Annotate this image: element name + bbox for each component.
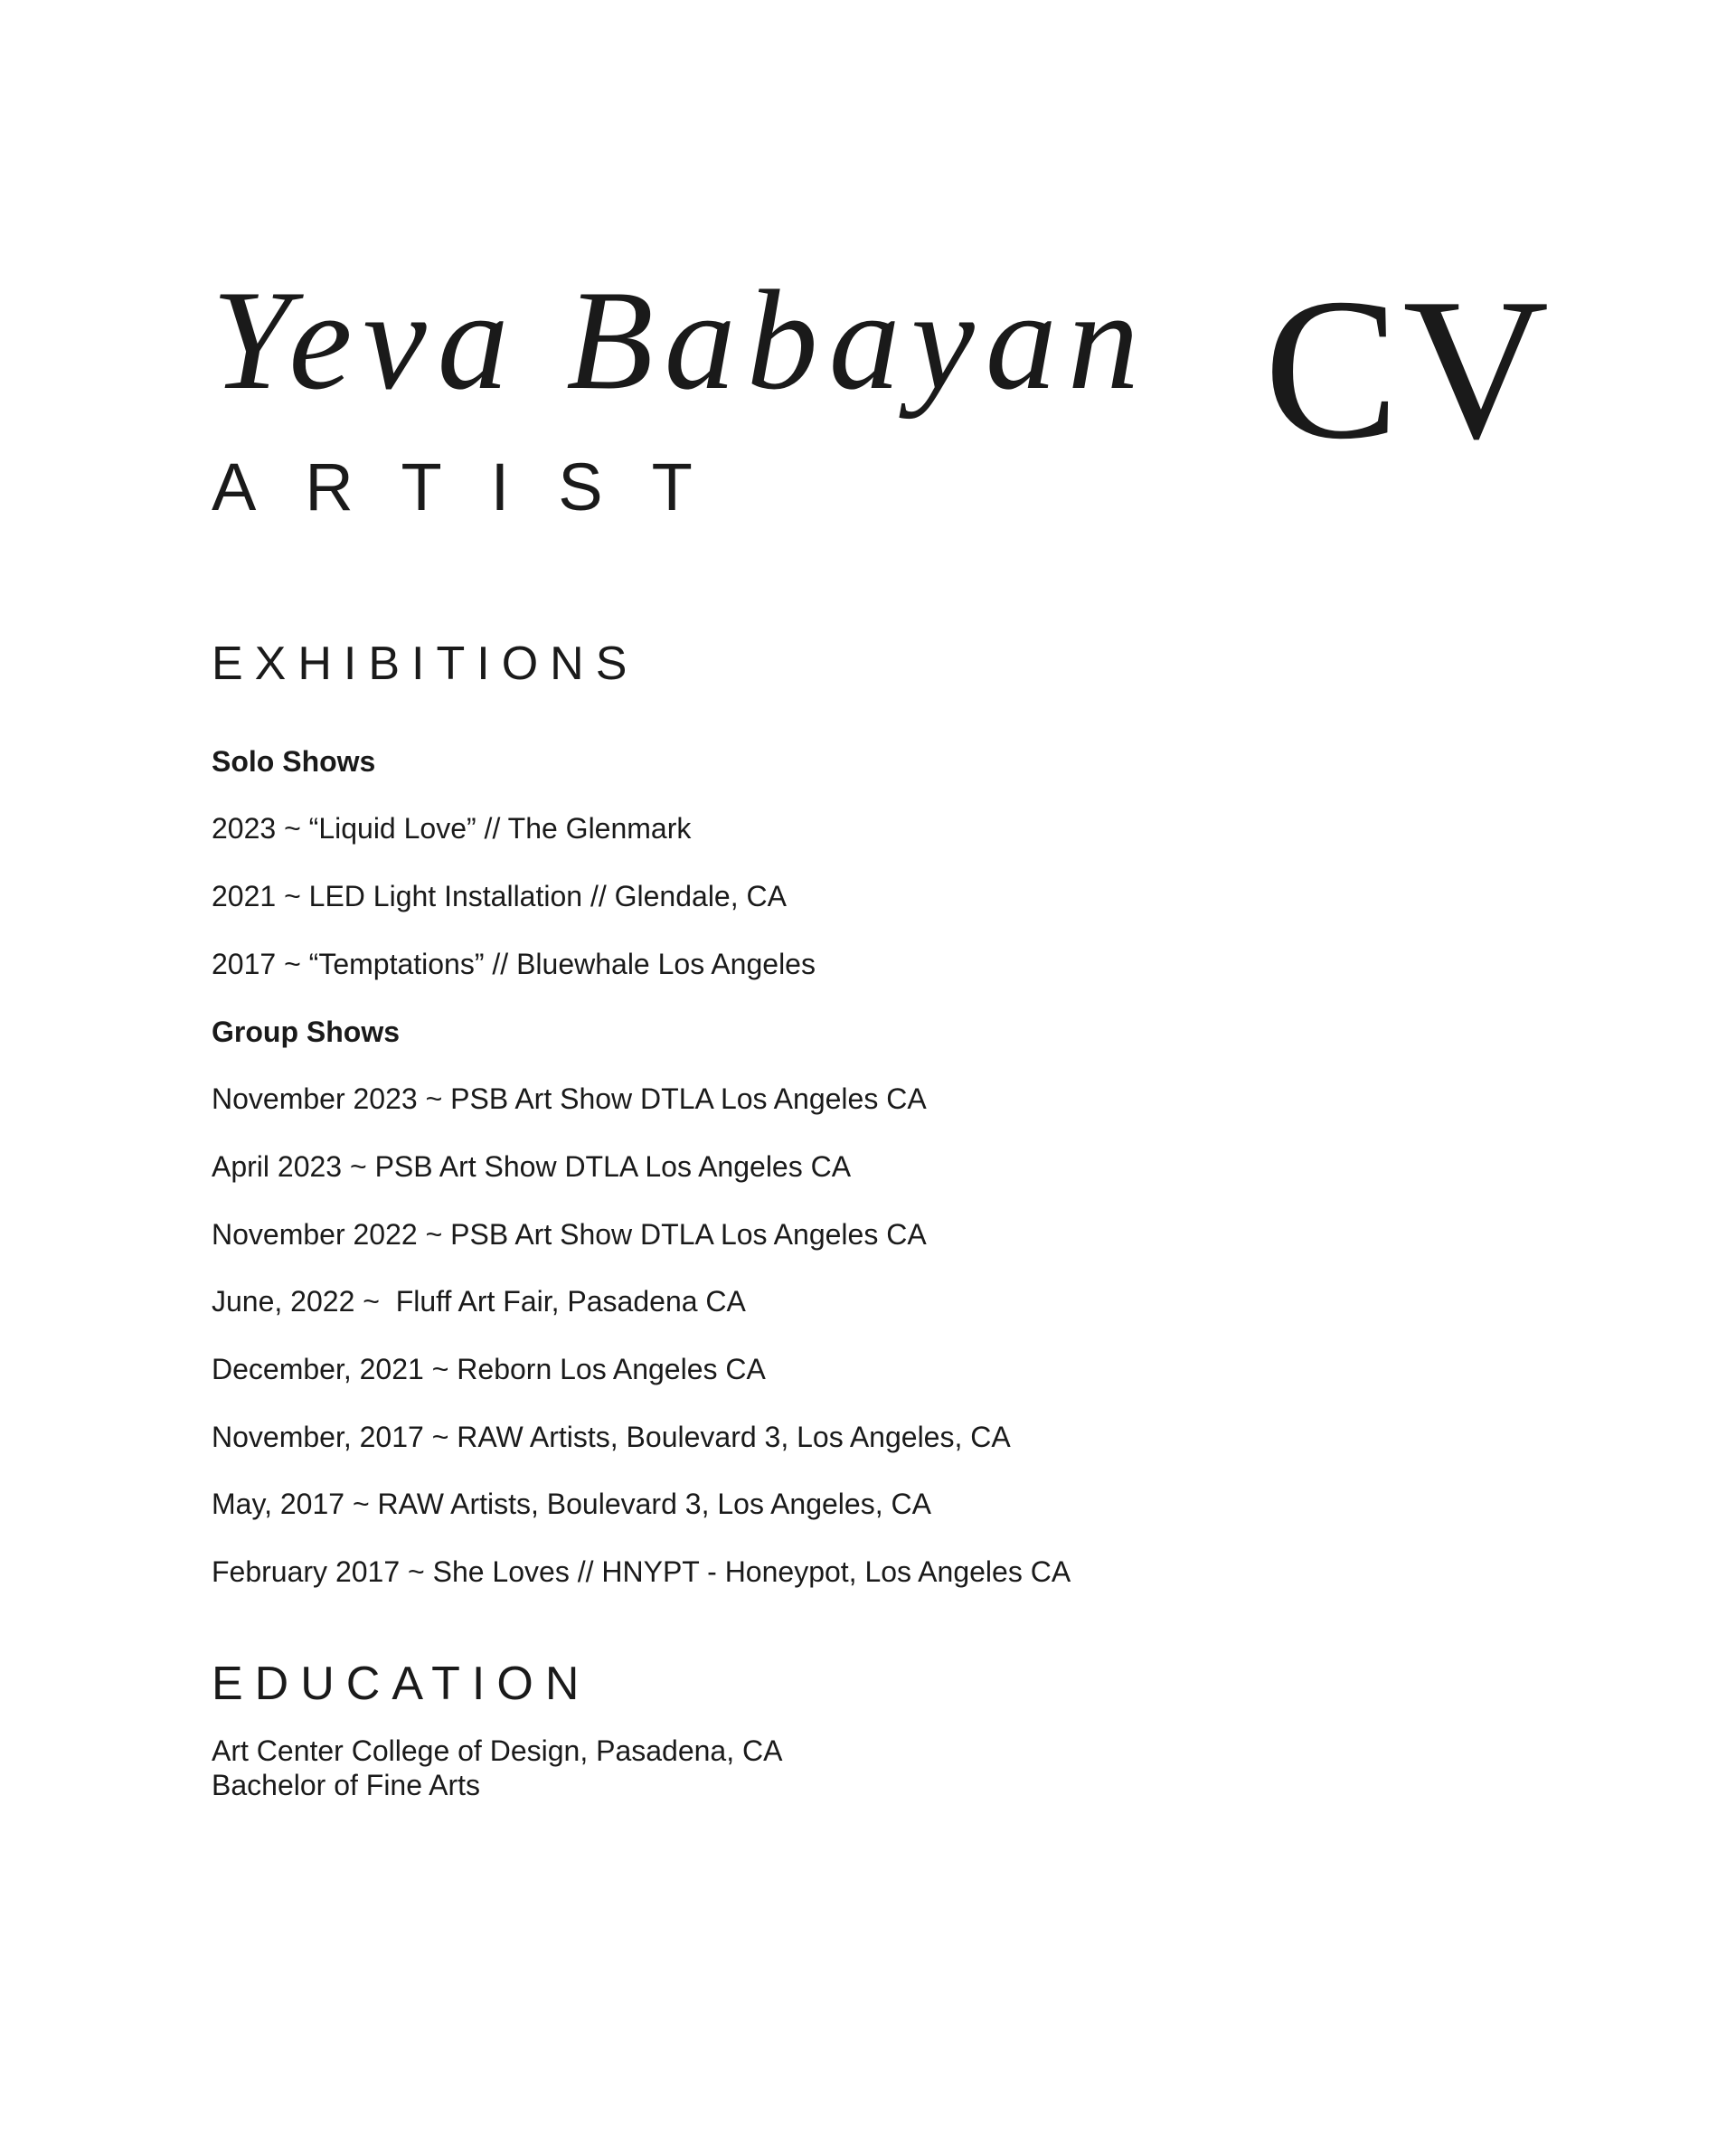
solo-show-item: 2021 ~ LED Light Installation // Glendale, CA: [212, 880, 787, 912]
education-heading: EDUCATION: [212, 1658, 591, 1710]
education-school: Art Center College of Design, Pasadena, CA: [212, 1734, 783, 1767]
group-show-item: February 2017 ~ She Loves // HNYPT - Honeypot, Los Angeles CA: [212, 1555, 1071, 1588]
solo-show-item: 2023 ~ “Liquid Love” // The Glenmark: [212, 812, 692, 845]
artist-name: Yeva Babayan: [212, 261, 1150, 420]
solo-show-item: 2017 ~ “Temptations” // Bluewhale Los Angeles: [212, 948, 816, 980]
group-show-item: April 2023 ~ PSB Art Show DTLA Los Angeles CA: [212, 1150, 852, 1183]
group-shows-label: Group Shows: [212, 1016, 400, 1048]
cv-title-mark: CV: [1264, 257, 1553, 481]
group-show-item: June, 2022 ~ Fluff Art Fair, Pasadena CA: [212, 1285, 746, 1318]
education-degree: Bachelor of Fine Arts: [212, 1769, 481, 1801]
group-show-item: December, 2021 ~ Reborn Los Angeles CA: [212, 1353, 766, 1385]
group-show-item: November 2023 ~ PSB Art Show DTLA Los Angeles CA: [212, 1082, 927, 1115]
group-show-item: November, 2017 ~ RAW Artists, Boulevard 3, Los Angeles, CA: [212, 1421, 1011, 1453]
group-show-item: November 2022 ~ PSB Art Show DTLA Los Angeles CA: [212, 1218, 927, 1251]
artist-role: ARTIST: [212, 449, 741, 524]
group-show-item: May, 2017 ~ RAW Artists, Boulevard 3, Los Angeles, CA: [212, 1488, 931, 1520]
solo-shows-label: Solo Shows: [212, 745, 376, 778]
exhibitions-heading: EXHIBITIONS: [212, 638, 639, 690]
